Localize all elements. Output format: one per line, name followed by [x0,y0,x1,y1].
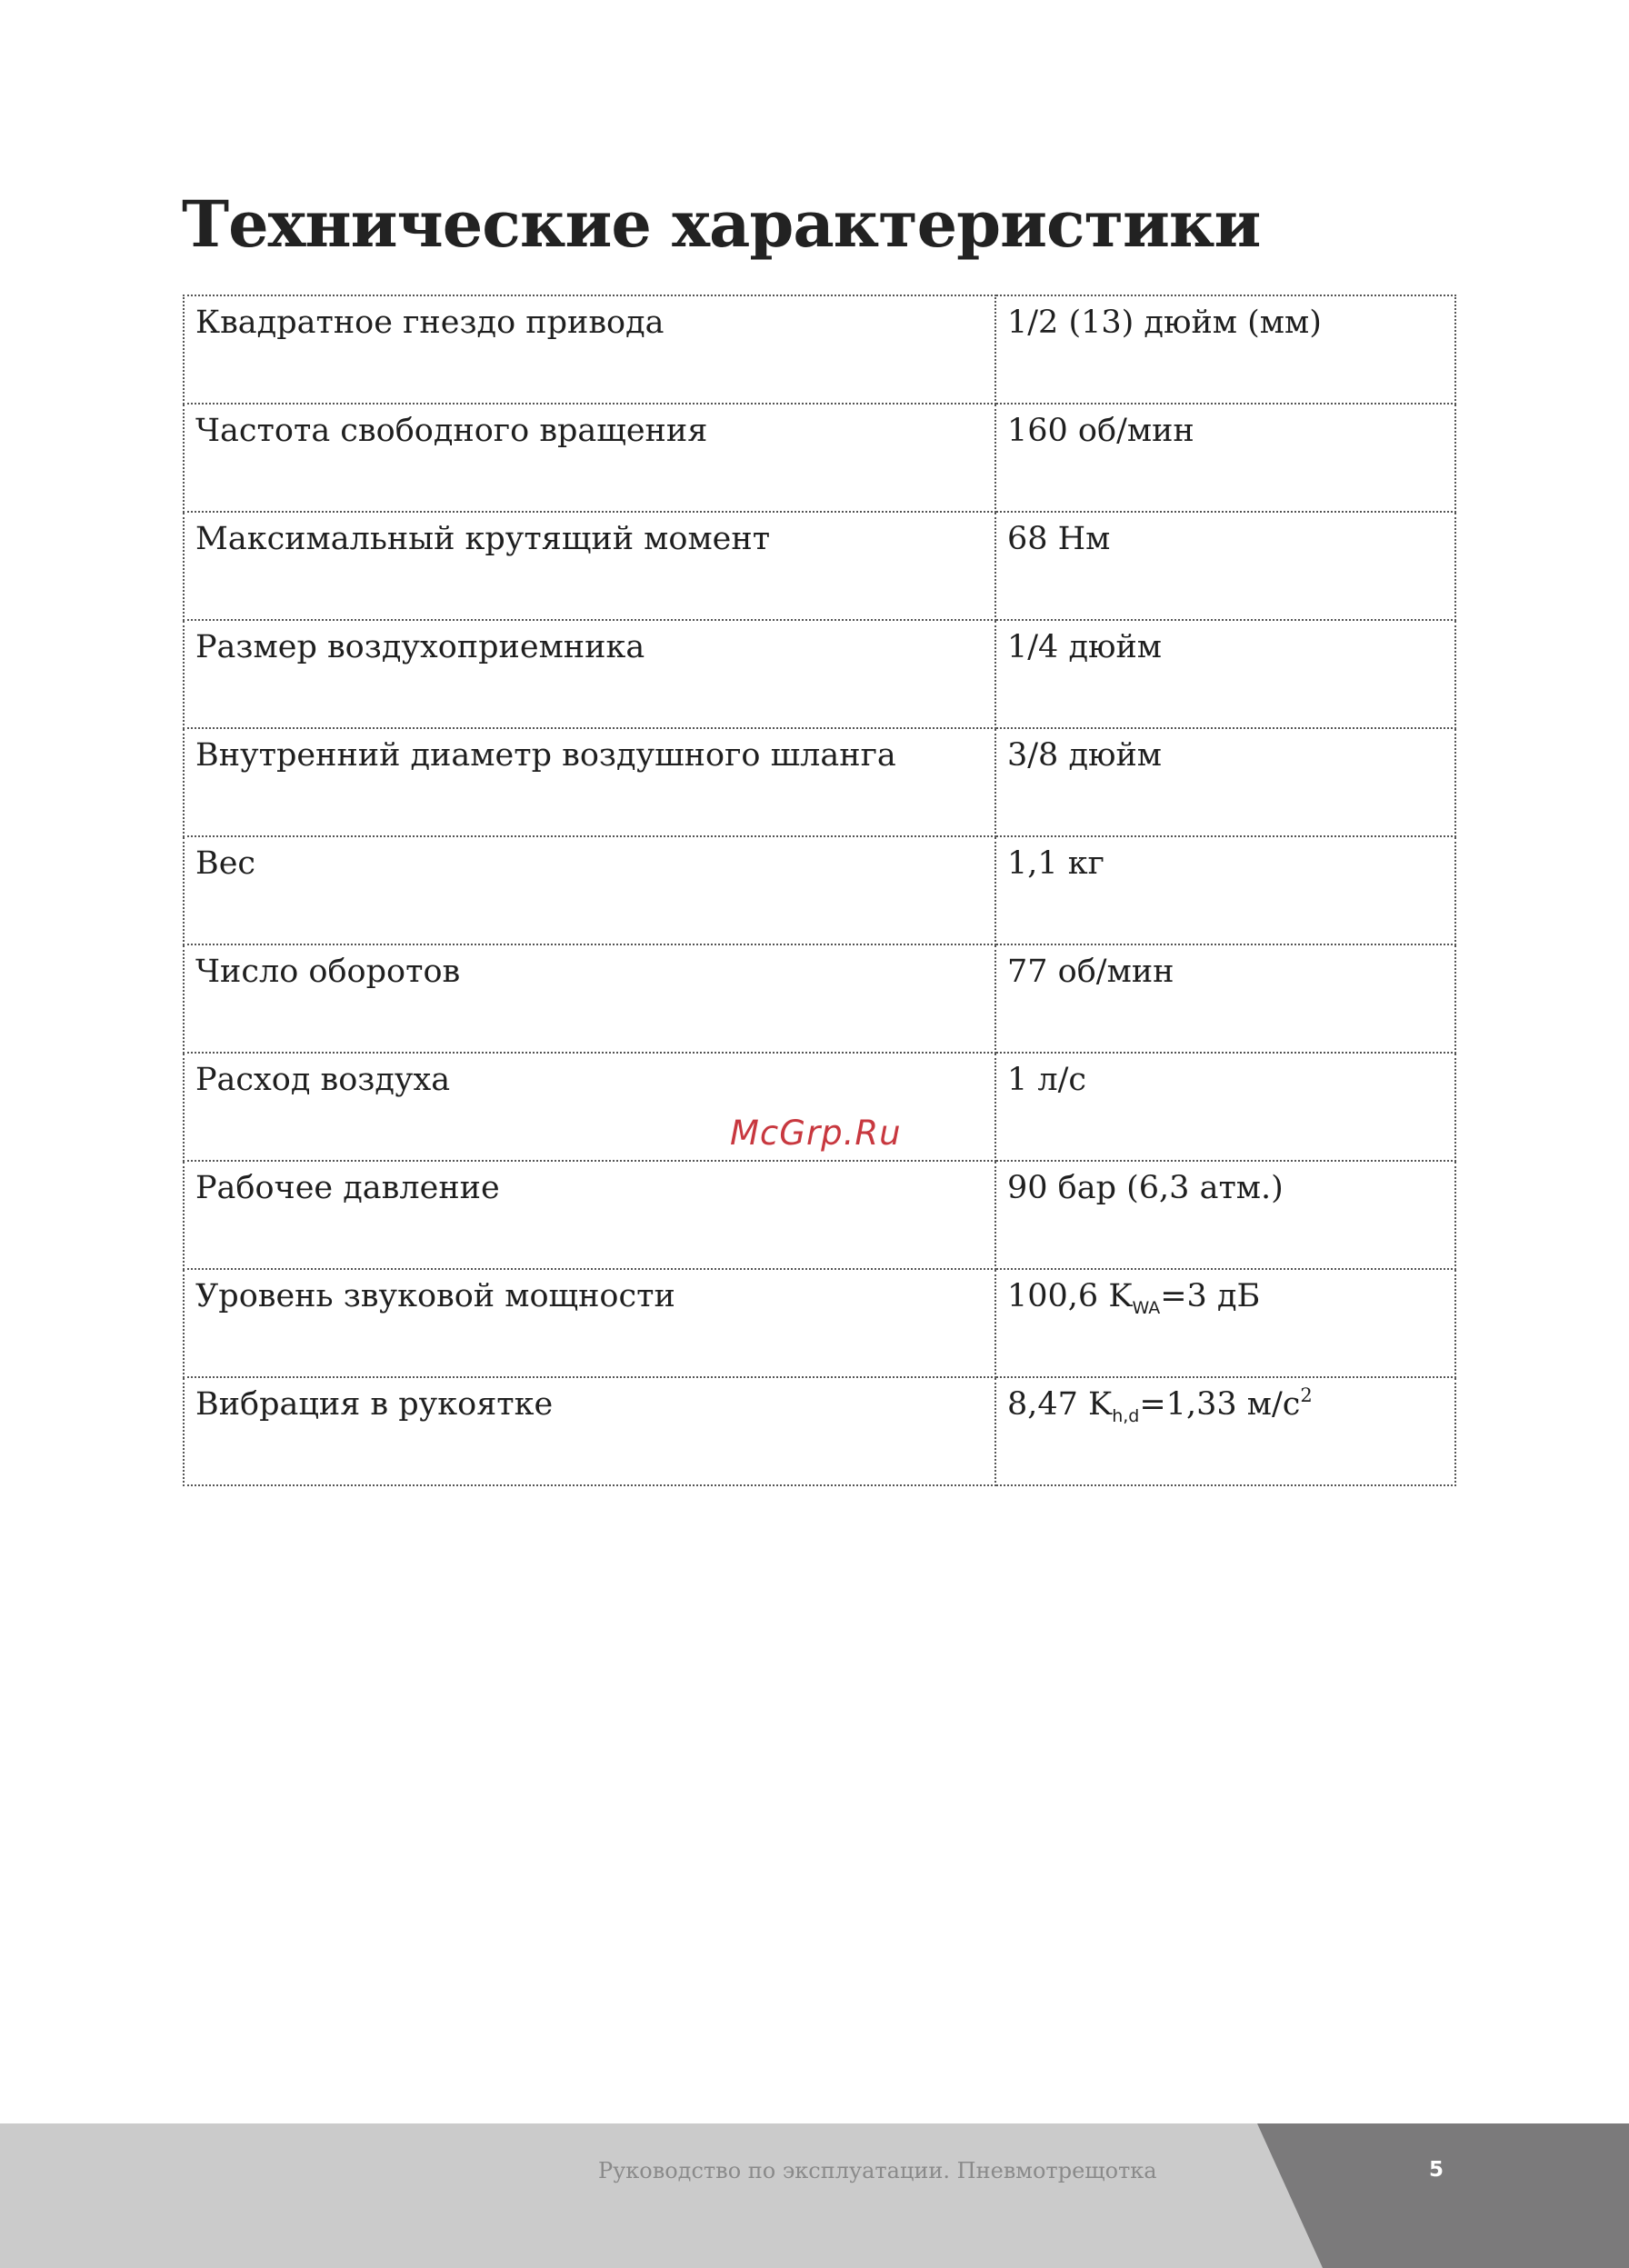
value-superscript: 2 [1300,1384,1313,1406]
spec-table [183,295,1456,1486]
spec-value: 68 Нм [995,512,1455,620]
page-title: Технические характеристики [182,186,1261,262]
spec-row [184,404,1455,512]
value-subscript: h,d [1112,1406,1140,1426]
spec-name: Вибрация в рукоятке [184,1377,995,1485]
spec-row [184,1161,1455,1269]
value-main: 100,6 K [1007,1278,1133,1314]
spec-name: Уровень звуковой мощности [184,1269,995,1377]
value-subscript: WA [1132,1298,1161,1318]
spec-row [184,944,1455,1053]
spec-name: Рабочее давление [184,1161,995,1269]
spec-name: Размер воздухоприемника [184,620,995,728]
footer-text: Руководство по эксплуатации. Пневмотрещотка [598,2158,1157,2183]
spec-value: 1/2 (13) дюйм (мм) [995,295,1455,404]
spec-name: Максимальный крутящий момент [184,512,995,620]
spec-row [184,728,1455,836]
value-tail: =1,33 м/с [1139,1386,1301,1423]
footer [0,2123,1629,2268]
spec-row [184,836,1455,944]
spec-row [184,512,1455,620]
value-main: 8,47 K [1007,1386,1113,1423]
spec-row [184,1269,1455,1377]
spec-value [995,1377,1455,1485]
spec-value [995,1269,1455,1377]
spec-name: Число оборотов [184,944,995,1053]
spec-value: 1/4 дюйм [995,620,1455,728]
page-number: 5 [1429,2158,1444,2182]
spec-value: 90 бар (6,3 атм.) [995,1161,1455,1269]
spec-row [184,295,1455,404]
spec-value: 1 л/с [995,1053,1455,1161]
spec-name: Внутренний диаметр воздушного шланга [184,728,995,836]
footer-accent-shape [0,2123,1629,2268]
spec-row [184,620,1455,728]
spec-name: Квадратное гнездо привода [184,295,995,404]
spec-value: 1,1 кг [995,836,1455,944]
watermark: McGrp.Ru [730,1114,902,1153]
spec-name: Расход воздуха [184,1053,995,1161]
spec-name: Частота свободного вращения [184,404,995,512]
spec-value: 3/8 дюйм [995,728,1455,836]
value-tail: =3 дБ [1160,1278,1261,1314]
spec-name: Вес [184,836,995,944]
spec-row [184,1377,1455,1485]
spec-value: 77 об/мин [995,944,1455,1053]
spec-value: 160 об/мин [995,404,1455,512]
